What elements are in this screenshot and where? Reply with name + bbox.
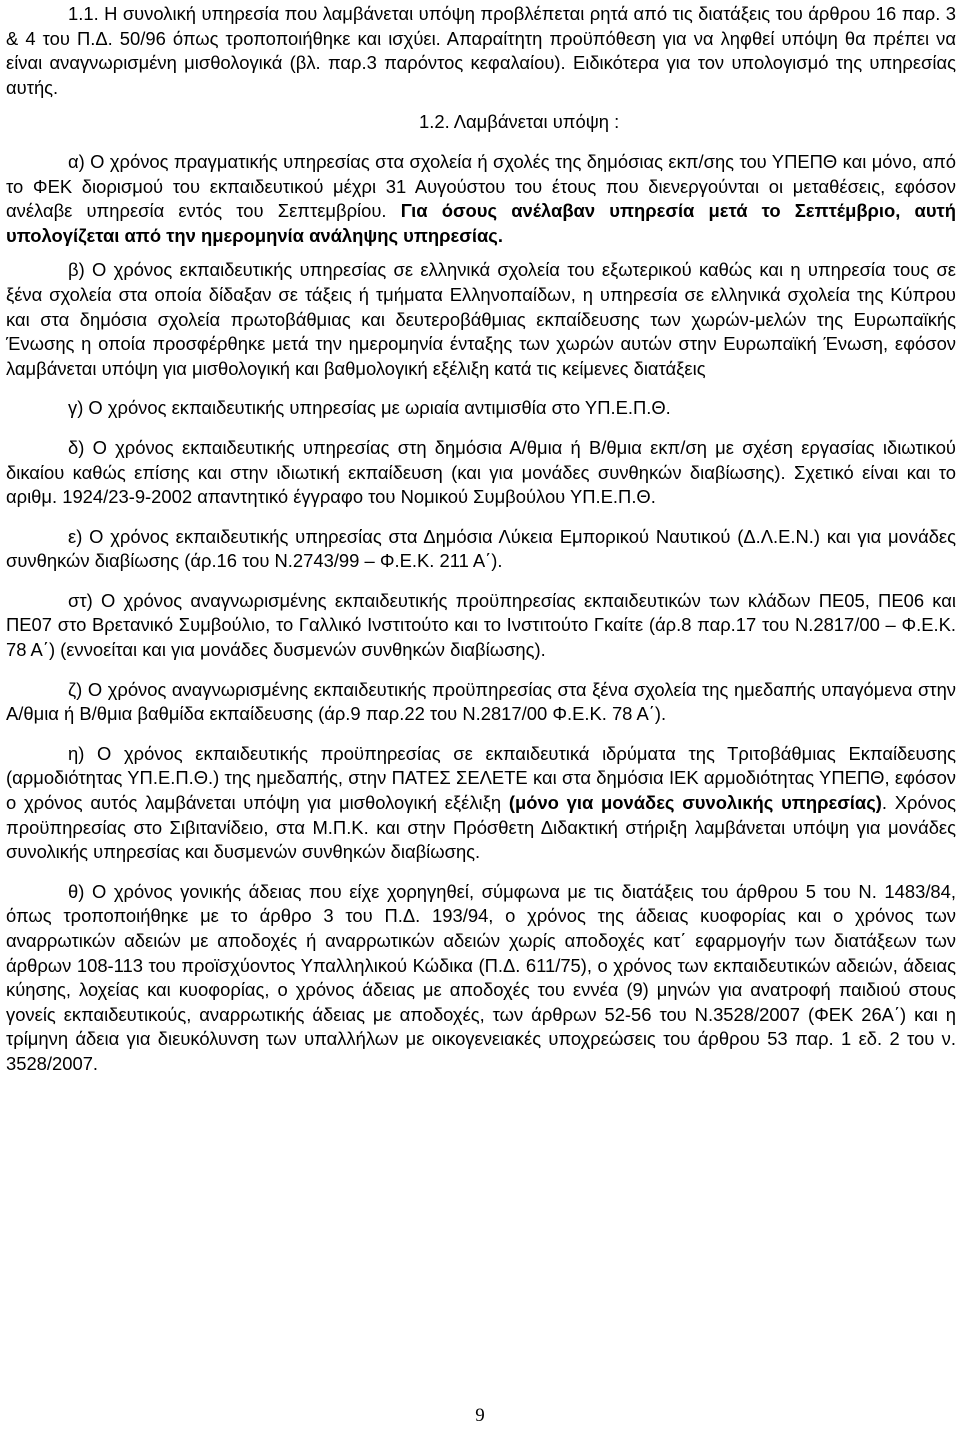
page-number: 9: [475, 1405, 485, 1426]
item-z: ζ) Ο χρόνος αναγνωρισμένης εκπαιδευτικής προϋπηρεσίας στα ξένα σχολεία της ημεδαπής υπαγόμενα στην Α/θμια ή Β/θμια βαθμίδα εκπαίδευσης (άρ.9 παρ.22 του Ν.2817/00 Φ.Ε.Κ. 78 Α΄).: [6, 678, 956, 725]
item-h: [6, 742, 956, 865]
item-d: δ) Ο χρόνος εκπαιδευτικής υπηρεσίας στη δημόσια Α/θμια ή Β/θμια εκπ/ση με σχέση εργασίας ιδιωτικού δικαίου καθώς επίσης και στην ιδιωτική εκπαίδευση (και για μονάδες συνθηκών διαβίωσης). Σχετικό είναι και το αριθμ. 1924/23-9-2002 απαντητικό έγγραφο του Νομικού Συμβούλου ΥΠ.Ε.Π.Θ.: [6, 436, 956, 508]
item-c: γ) Ο χρόνος εκπαιδευτικής υπηρεσίας με ωριαία αντιμισθία στο ΥΠ.Ε.Π.Θ.: [68, 397, 671, 419]
item-a: [6, 150, 956, 248]
item-a-text: α) Ο χρόνος πραγματικής υπηρεσίας στα σχολεία ή σχολές της δημόσιας εκπ/σης του ΥΠΕΠΘ και μόνο, από το ΦΕΚ διορισμού του εκπαιδευτικού μέχρι 31 Αυγούστου του έτους που διενεργούνται οι μεταθέσεις, εφόσον ανέλαβε υπηρεσία εντός του Σεπτεμβρίου.: [6, 150, 956, 222]
item-b: β) Ο χρόνος εκπαιδευτικής υπηρεσίας σε ελληνικά σχολεία του εξωτερικού καθώς και η υπηρεσία τους σε ξένα σχολεία στα οποία δίδαξαν σε τάξεις ή τμήματα Ελληνοπαίδων, η υπηρεσία σε ελληνικά σχολεία της Κύπρου και στα δημόσια σχολεία πρωτοβάθμιας και δευτεροβάθμιας εκπαίδευσης των χωρών-μελών της Ευρωπαϊκής Ένωσης η οποία προσφέρθηκε μετά την ημερομηνία ένταξης των χωρών αυτών στην Ευρωπαϊκή Ένωση, εφόσον λαμβάνεται υπόψη για μισθολογική και βαθμολογική εξέλιξη κατά τις κείμενες διατάξεις: [6, 259, 956, 379]
item-th: θ) Ο χρόνος γονικής άδειας που είχε χορηγηθεί, σύμφωνα με τις διατάξεις του άρθρου 5 του Ν. 1483/84, όπως τροποποιήθηκε με το άρθρο 3 του Π.Δ. 193/94, ο χρόνος της άδειας κυοφορίας και ο χρόνος των αναρρωτικών αδειών με αποδοχές ή αναρρωτικών αδειών χωρίς αποδοχές κατ΄ εφαρμογήν των διατάξεων των άρθρων 108-113 του προϊσχύοντος Υπαλληλικού Κώδικα (Π.Δ. 611/75), ο χρόνος των εκπαιδευτικών αδειών, άδειας κύησης, λοχείας και κυοφορίας, ο χρόνος άδειας με αποδοχές του εννέα (9) μηνών για ανατροφή παιδιού στους γονείς εκπαιδευτικούς, αναρρωτικής άδειας με αποδοχές, των άρθρων 52-56 του Ν.3528/2007 (ΦΕΚ 26Α΄) και η τρίμηνη άδεια για διευκόλυνση των υπαλλήλων με οικογενειακές υποχρεώσεις του άρθρου 53 παρ. 1 εδ. 2 του ν. 3528/2007.: [6, 880, 956, 1074]
item-h-text-after: . Χρόνος προϋπηρεσίας στο Σιβιτανίδειο, στα Μ.Π.Κ. και στην Πρόσθετη Διδακτική στήριξη λαμβάνεται υπόψη για μονάδες συνολικής υπηρεσίας και δυσμενών συνθηκών διαβίωσης.: [6, 792, 956, 863]
item-h-bold-text: (μόνο για μονάδες συνολικής υπηρεσίας): [508, 792, 882, 814]
paragraph-1-1: 1.1. Η συνολική υπηρεσία που λαμβάνεται υπόψη προβλέπεται ρητά από τις διατάξεις του άρθρου 16 παρ. 3 & 4 του Π.Δ. 50/96 όπως τροποποιήθηκε και ισχύει. Απαραίτητη προϋπόθεση για να ληφθεί υπόψη θα πρέπει να είναι αναγνωρισμένη μισθολογικά (βλ. παρ.3 παρόντος κεφαλαίου). Ειδικότερα για τον υπολογισμό της υπηρεσίας αυτής.: [6, 3, 956, 98]
item-a-bold-text: Για όσους ανέλαβαν υπηρεσία μετά το Σεπτέμβριο, αυτή υπολογίζεται από την ημερομηνία ανάληψης υπηρεσίας.: [6, 200, 956, 246]
item-h-text-before: η) Ο χρόνος εκπαιδευτικής προϋπηρεσίας σε εκπαιδευτικά ιδρύματα της Τριτοβάθμιας Εκπαίδευσης (αρμοδιότητας ΥΠ.Ε.Π.Θ.) της ημεδαπής, στην ΠΑΤΕΣ ΣΕΛΕΤΕ και στα δημόσια ΙΕΚ αρμοδιότητας ΥΠΕΠΘ, εφόσον ο χρόνος αυτός λαμβάνεται υπόψη για μισθολογική εξέλιξη: [6, 742, 956, 814]
document-page: [6, 0, 956, 1077]
heading-1-2: 1.2. Λαμβάνεται υπόψη :: [419, 111, 620, 133]
item-e: ε) Ο χρόνος εκπαιδευτικής υπηρεσίας στα Δημόσια Λύκεια Εμπορικού Ναυτικού (Δ.Λ.Ε.Ν.) και για μονάδες συνθηκών διαβίωσης (άρ.16 του Ν.2743/99 – Φ.Ε.Κ. 211 Α΄).: [6, 525, 956, 572]
item-st: στ) Ο χρόνος αναγνωρισμένης εκπαιδευτικής προϋπηρεσίας εκπαιδευτικών των κλάδων ΠΕ05, ΠΕ06 και ΠΕ07 στο Βρετανικό Συμβούλιο, το Γαλλικό Ινστιτούτο και το Ινστιτούτο Γκαίτε (άρ.8 παρ.17 του Ν.2817/00 – Φ.Ε.Κ. 78 Α΄) (εννοείται και για μονάδες δυσμενών συνθηκών διαβίωσης).: [6, 589, 956, 661]
